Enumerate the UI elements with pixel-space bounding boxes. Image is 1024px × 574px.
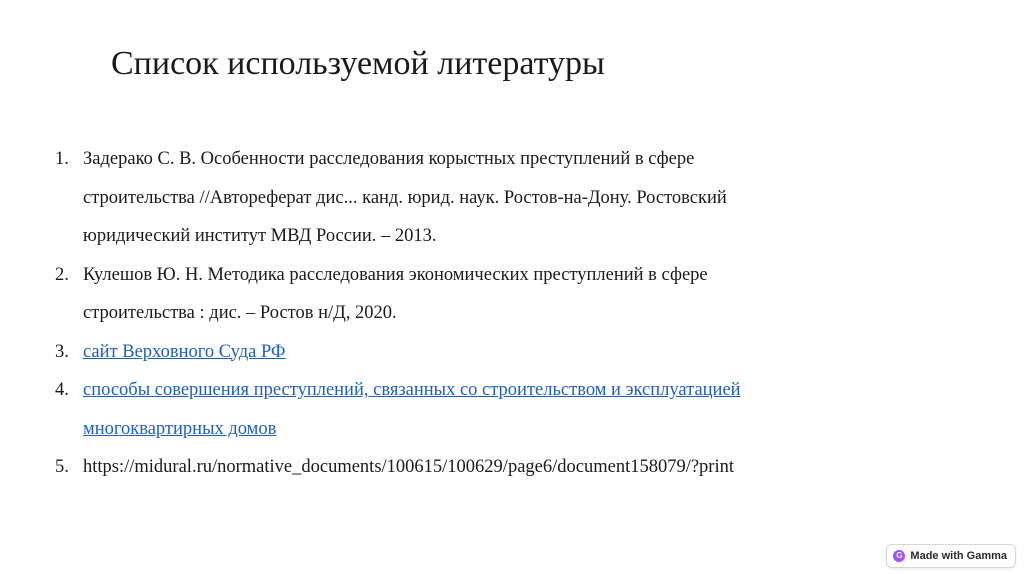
- list-item: [55, 448, 955, 487]
- slide-title: Список используемой литературы: [111, 45, 605, 82]
- list-item-text: [83, 140, 955, 256]
- reference-url: https://midural.ru/normative_documents/100615/100629/page6/document158079/?print: [83, 457, 734, 477]
- list-item-number: 2.: [55, 264, 69, 285]
- list-item-text: [83, 256, 955, 333]
- crime-methods-link-line[interactable]: способы совершения преступлений, связанных со строительством и эксплуатацией: [83, 380, 741, 400]
- reference-line: Задерако С. В. Особенности расследования корыстных преступлений в сфере: [83, 149, 695, 169]
- list-item-number: 5.: [55, 457, 69, 477]
- reference-line: Кулешов Ю. Н. Методика расследования экономических преступлений в сфере: [83, 264, 708, 285]
- list-item-number: 3.: [55, 341, 69, 362]
- supreme-court-site-link[interactable]: сайт Верховного Суда РФ: [83, 341, 286, 362]
- crime-methods-link[interactable]: [83, 371, 955, 448]
- list-item: [55, 333, 955, 372]
- reference-line: строительства //Автореферат дис... канд. юрид. наук. Ростов-на-Дону. Ростовский: [83, 187, 727, 208]
- list-item-number: 1.: [55, 149, 69, 169]
- reference-line: строительства : дис. – Ростов н/Д, 2020.: [83, 303, 397, 323]
- made-with-gamma-badge[interactable]: [886, 544, 1016, 568]
- list-item: [55, 140, 955, 256]
- list-item-number: 4.: [55, 380, 69, 400]
- badge-label: Made with Gamma: [910, 550, 1007, 562]
- list-item-text: [83, 448, 955, 487]
- list-item-text: [83, 333, 955, 372]
- list-item: [55, 256, 955, 333]
- crime-methods-link-line[interactable]: многоквартирных домов: [83, 418, 277, 439]
- reference-line: юридический институт МВД России. – 2013.: [83, 226, 437, 246]
- reference-list: [55, 140, 955, 487]
- list-item: [55, 371, 955, 448]
- gamma-logo-icon: G: [893, 550, 905, 562]
